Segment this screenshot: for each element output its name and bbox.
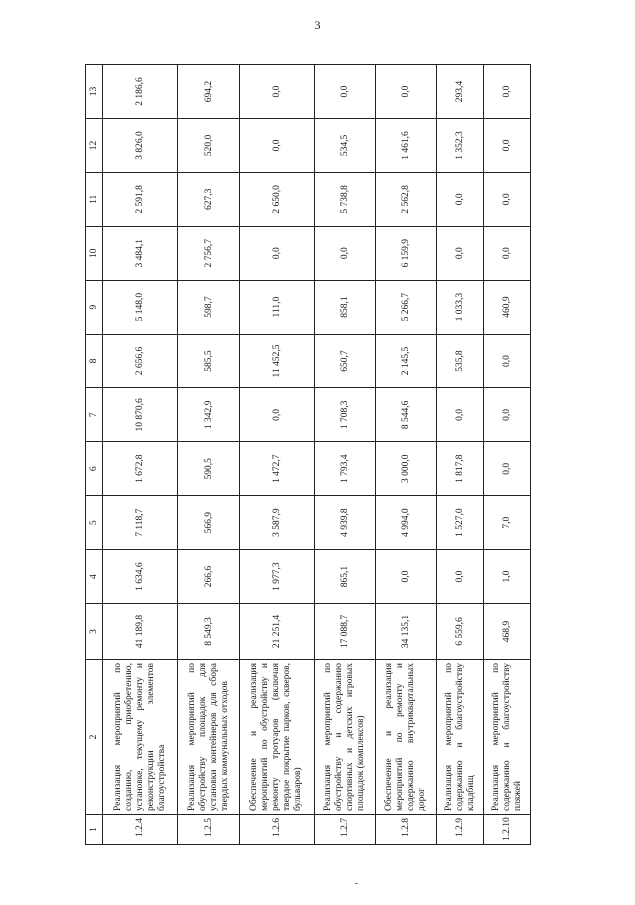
value-cell: 7 118,7 (103, 496, 178, 550)
row-code: 1.2.4 (103, 815, 178, 845)
value-cell: 0,0 (437, 226, 484, 280)
column-header: 1 (86, 815, 103, 845)
table-row (239, 65, 314, 845)
row-name: Реализация мероприятий по содержанию и благоустройству пляжей (484, 660, 531, 815)
column-header: 13 (86, 65, 103, 119)
value-cell: 585,5 (178, 334, 239, 388)
value-cell: 1 342,9 (178, 388, 239, 442)
value-cell: 34 135,1 (376, 604, 437, 660)
value-cell: 2 562,8 (376, 172, 437, 226)
value-cell: 0,0 (484, 65, 531, 119)
value-cell: 3 587,9 (239, 496, 314, 550)
value-cell: 2 656,6 (103, 334, 178, 388)
column-header: 2 (86, 660, 103, 815)
value-cell: 10 870,6 (103, 388, 178, 442)
value-cell: 0,0 (239, 65, 314, 119)
value-cell: 3 826,0 (103, 118, 178, 172)
value-cell: 0,0 (376, 550, 437, 604)
value-cell: 6 559,6 (437, 604, 484, 660)
value-cell: 858,1 (315, 280, 376, 334)
row-code: 1.2.5 (178, 815, 239, 845)
column-header: 7 (86, 388, 103, 442)
value-cell: 598,7 (178, 280, 239, 334)
value-cell: 111,0 (239, 280, 314, 334)
value-cell: 3 484,1 (103, 226, 178, 280)
row-code: 1.2.8 (376, 815, 437, 845)
value-cell: 8 549,3 (178, 604, 239, 660)
value-cell: 5 148,0 (103, 280, 178, 334)
value-cell: 468,9 (484, 604, 531, 660)
row-code: 1.2.7 (315, 815, 376, 845)
column-header: 9 (86, 280, 103, 334)
value-cell: 0,0 (484, 172, 531, 226)
value-cell: 41 189,8 (103, 604, 178, 660)
table-container (85, 65, 531, 845)
value-cell: 1 634,6 (103, 550, 178, 604)
value-cell: 535,8 (437, 334, 484, 388)
value-cell: 17 088,7 (315, 604, 376, 660)
value-cell: 2 650,0 (239, 172, 314, 226)
value-cell: 650,7 (315, 334, 376, 388)
value-cell: 0,0 (484, 226, 531, 280)
value-cell: 1 977,3 (239, 550, 314, 604)
row-name: Реализация мероприятий по обустройству площадок для установки контейнеров для сбора твердых коммунальных отходов (178, 660, 239, 815)
row-code: 1.2.9 (437, 815, 484, 845)
row-name: Реализация мероприятий по созданию, приобретению, установке, текущему ремонту и реконструкции элементов благоустройства (103, 660, 178, 815)
value-cell: 0,0 (437, 388, 484, 442)
value-cell: 21 251,4 (239, 604, 314, 660)
value-cell: 0,0 (484, 442, 531, 496)
value-cell: 1 817,8 (437, 442, 484, 496)
value-cell: 0,0 (437, 550, 484, 604)
column-header: 3 (86, 604, 103, 660)
column-header: 12 (86, 118, 103, 172)
value-cell: 0,0 (315, 65, 376, 119)
column-header: 6 (86, 442, 103, 496)
value-cell: 1 472,7 (239, 442, 314, 496)
value-cell: 1 672,8 (103, 442, 178, 496)
value-cell: 4 994,0 (376, 496, 437, 550)
value-cell: 0,0 (376, 65, 437, 119)
value-cell: 293,4 (437, 65, 484, 119)
value-cell: 2 145,5 (376, 334, 437, 388)
value-cell: 0,0 (484, 118, 531, 172)
table-row (315, 65, 376, 845)
value-cell: 11 452,5 (239, 334, 314, 388)
value-cell: 0,0 (484, 388, 531, 442)
value-cell: 694,2 (178, 65, 239, 119)
row-name: Реализация мероприятий по содержанию и благоустройству кладбищ (437, 660, 484, 815)
row-name: Обеспечение и реализация мероприятий по обустройству и ремонту тротуаров (включая твердое покрытие парков, скверов, бульваров) (239, 660, 314, 815)
value-cell: 1 461,6 (376, 118, 437, 172)
value-cell: 0,0 (239, 388, 314, 442)
column-header: 4 (86, 550, 103, 604)
value-cell: 0,0 (315, 226, 376, 280)
value-cell: 2 591,8 (103, 172, 178, 226)
budget-table (85, 64, 531, 845)
value-cell: 0,0 (239, 118, 314, 172)
column-header: 8 (86, 334, 103, 388)
row-name: Реализация мероприятий по обустройству и содержанию спортивных и детских игровых площадок (комплексов) (315, 660, 376, 815)
value-cell: 460,9 (484, 280, 531, 334)
value-cell: 0,0 (239, 226, 314, 280)
value-cell: 6 159,9 (376, 226, 437, 280)
value-cell: 7,0 (484, 496, 531, 550)
row-code: 1.2.6 (239, 815, 314, 845)
header-row (86, 65, 103, 845)
table-row (103, 65, 178, 845)
scan-mark (355, 883, 358, 884)
value-cell: 4 939,8 (315, 496, 376, 550)
table-row (484, 65, 531, 845)
value-cell: 8 544,6 (376, 388, 437, 442)
row-name: Обеспечение и реализация мероприятий по ремонту и содержанию внутриквартальных дорог (376, 660, 437, 815)
value-cell: 0,0 (484, 334, 531, 388)
value-cell: 534,5 (315, 118, 376, 172)
page-number: 3 (314, 18, 321, 32)
value-cell: 2 756,7 (178, 226, 239, 280)
value-cell: 627,3 (178, 172, 239, 226)
table-row (376, 65, 437, 845)
column-header: 5 (86, 496, 103, 550)
column-header: 10 (86, 226, 103, 280)
value-cell: 865,1 (315, 550, 376, 604)
column-header: 11 (86, 172, 103, 226)
value-cell: 0,0 (437, 172, 484, 226)
value-cell: 5 266,7 (376, 280, 437, 334)
value-cell: 2 186,6 (103, 65, 178, 119)
table-row (178, 65, 239, 845)
value-cell: 1 708,3 (315, 388, 376, 442)
value-cell: 1 352,3 (437, 118, 484, 172)
value-cell: 5 738,8 (315, 172, 376, 226)
value-cell: 566,9 (178, 496, 239, 550)
rotated-table-frame (85, 65, 531, 845)
row-code: 1.2.10 (484, 815, 531, 845)
value-cell: 3 000,0 (376, 442, 437, 496)
value-cell: 1 527,0 (437, 496, 484, 550)
value-cell: 1 793,4 (315, 442, 376, 496)
value-cell: 520,0 (178, 118, 239, 172)
value-cell: 266,6 (178, 550, 239, 604)
table-row (437, 65, 484, 845)
value-cell: 1,0 (484, 550, 531, 604)
value-cell: 590,5 (178, 442, 239, 496)
value-cell: 1 033,3 (437, 280, 484, 334)
